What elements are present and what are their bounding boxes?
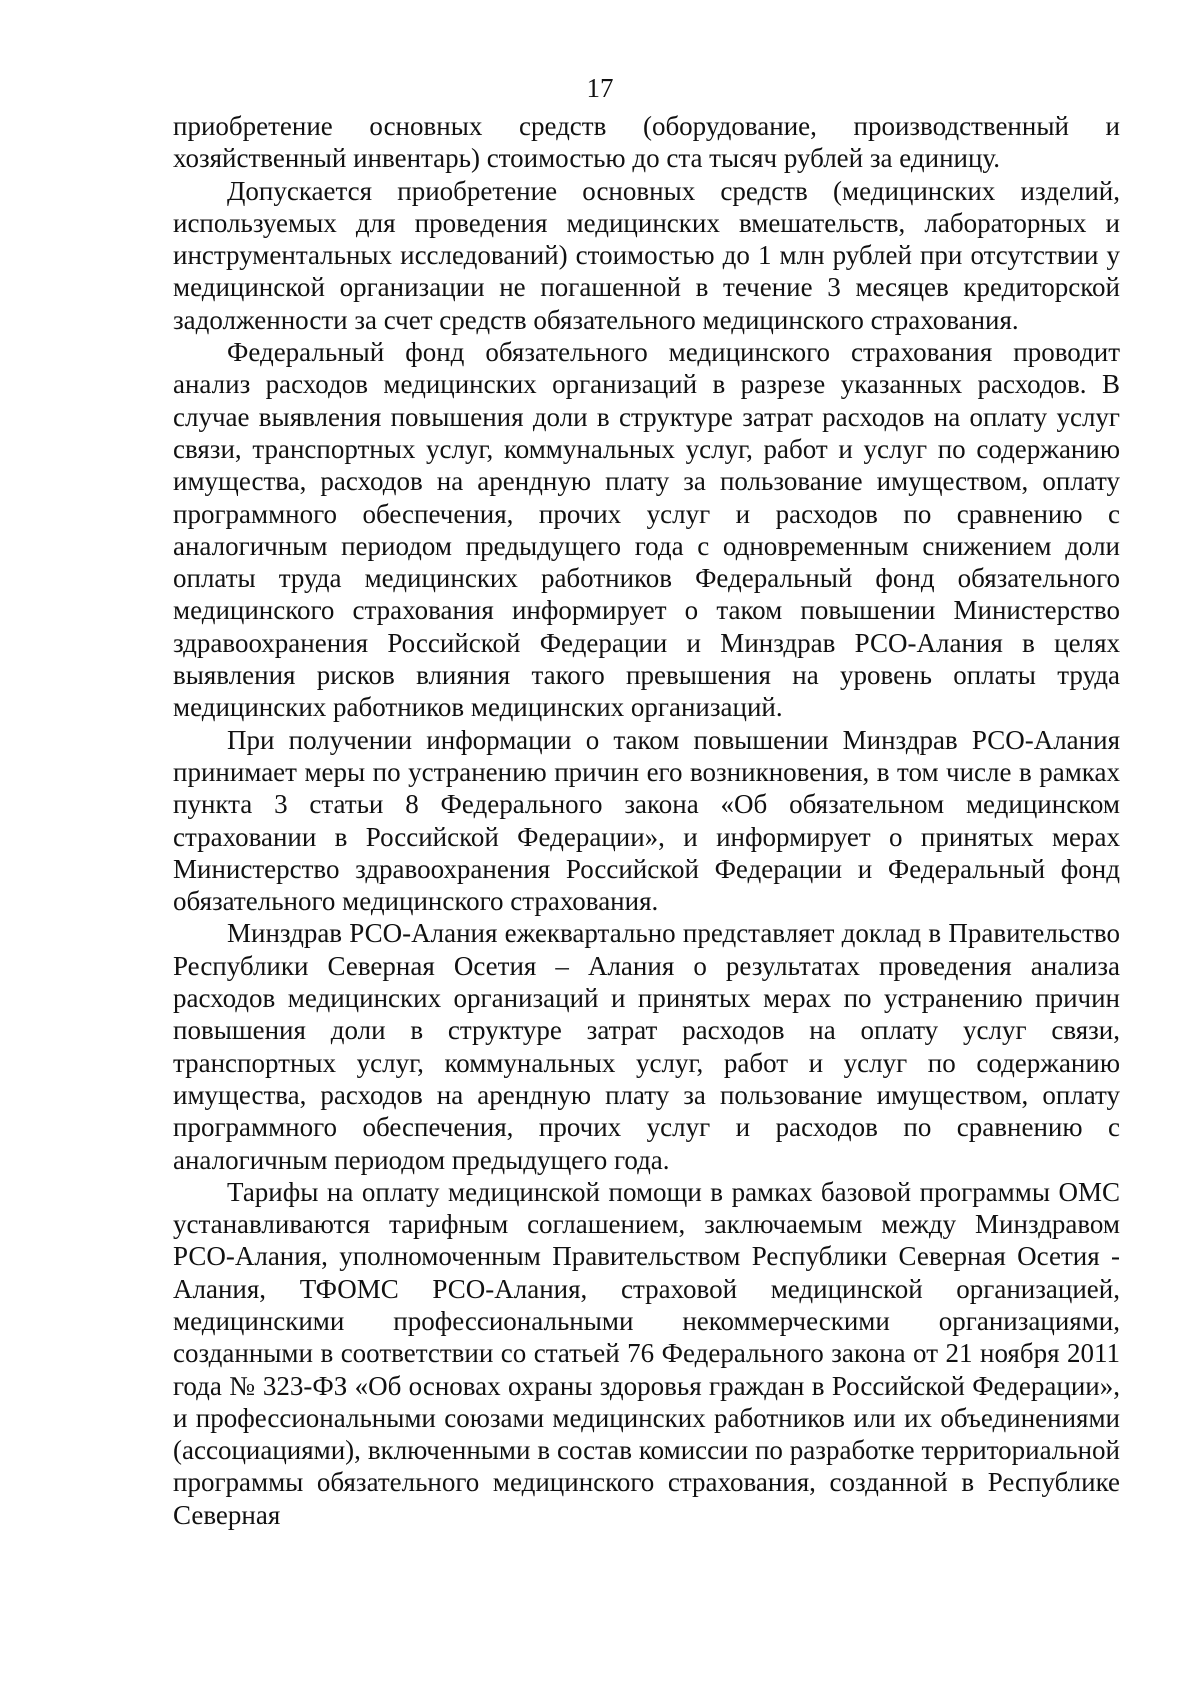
- paragraph-fixed-assets-purchase: Допускается приобретение основных средств (медицинских изделий, используемых для проведения медицинских вмешательств, лабораторных и инструментальных исследований) стоимостью до 1 млн рублей при отсутствии у медицинской организации не погашенной в течение 3 месяцев кредиторской задолженности за счет средств обязательного медицинского страхования.: [173, 175, 1120, 335]
- paragraph-continuation: приобретение основных средств (оборудование, производственный и хозяйственный инвентарь) стоимостью до ста тысяч рублей за единицу.: [173, 111, 1120, 174]
- paragraph-tariff-agreement: Тарифы на оплату медицинской помощи в рамках базовой программы ОМС устанавливаются тарифным соглашением, заключаемым между Минздравом РСО-Алания, уполномоченным Правительством Республики Северная Осетия - Алания, ТФОМС РСО-Алания, страховой медицинской организацией, медицинскими профессиональными некоммерческими организациями, созданными в соответствии со статьей 76 Федерального закона от 21 ноября 2011 года № 323-ФЗ «Об основах охраны здоровья граждан в Российской Федерации», и профессиональными союзами медицинских работников или их объединениями (ассоциациями), включенными в состав комиссии по разработке территориальной программы обязательного медицинского страхования, созданной в Республике Северная: [173, 1176, 1120, 1530]
- document-body: [173, 110, 1120, 1531]
- paragraph-ministry-measures: При получении информации о таком повышении Минздрав РСО-Алания принимает меры по устранению причин его возникновения, в том числе в рамках пункта 3 статьи 8 Федерального закона «Об обязательном медицинском страховании в Российской Федерации», и информирует о принятых мерах Министерство здравоохранения Российской Федерации и Федеральный фонд обязательного медицинского страхования.: [173, 724, 1120, 917]
- page-number: 17: [586, 73, 614, 103]
- paragraph-quarterly-report: Минздрав РСО-Алания ежеквартально представляет доклад в Правительство Республики Северная Осетия – Алания о результатах проведения анализа расходов медицинских организаций и принятых мерах по устранению причин повышения доли в структуре затрат расходов на оплату услуг связи, транспортных услуг, коммунальных услуг, работ и услуг по содержанию имущества, расходов на арендную плату за пользование имуществом, оплату программного обеспечения, прочих услуг и расходов по сравнению с аналогичным периодом предыдущего года.: [173, 918, 1120, 1175]
- paragraph-ffoms-expense-analysis: Федеральный фонд обязательного медицинского страхования проводит анализ расходов медицинских организаций в разрезе указанных расходов. В случае выявления повышения доли в структуре затрат расходов на оплату услуг связи, транспортных услуг, коммунальных услуг, работ и услуг по содержанию имущества, расходов на арендную плату за пользование имуществом, оплату программного обеспечения, прочих услуг и расходов по сравнению с аналогичным периодом предыдущего года с одновременным снижением доли оплаты труда медицинских работников Федеральный фонд обязательного медицинского страхования информирует о таком повышении Министерство здравоохранения Российской Федерации и Минздрав РСО-Алания в целях выявления рисков влияния такого превышения на уровень оплаты труда медицинских работников медицинских организаций.: [173, 337, 1120, 723]
